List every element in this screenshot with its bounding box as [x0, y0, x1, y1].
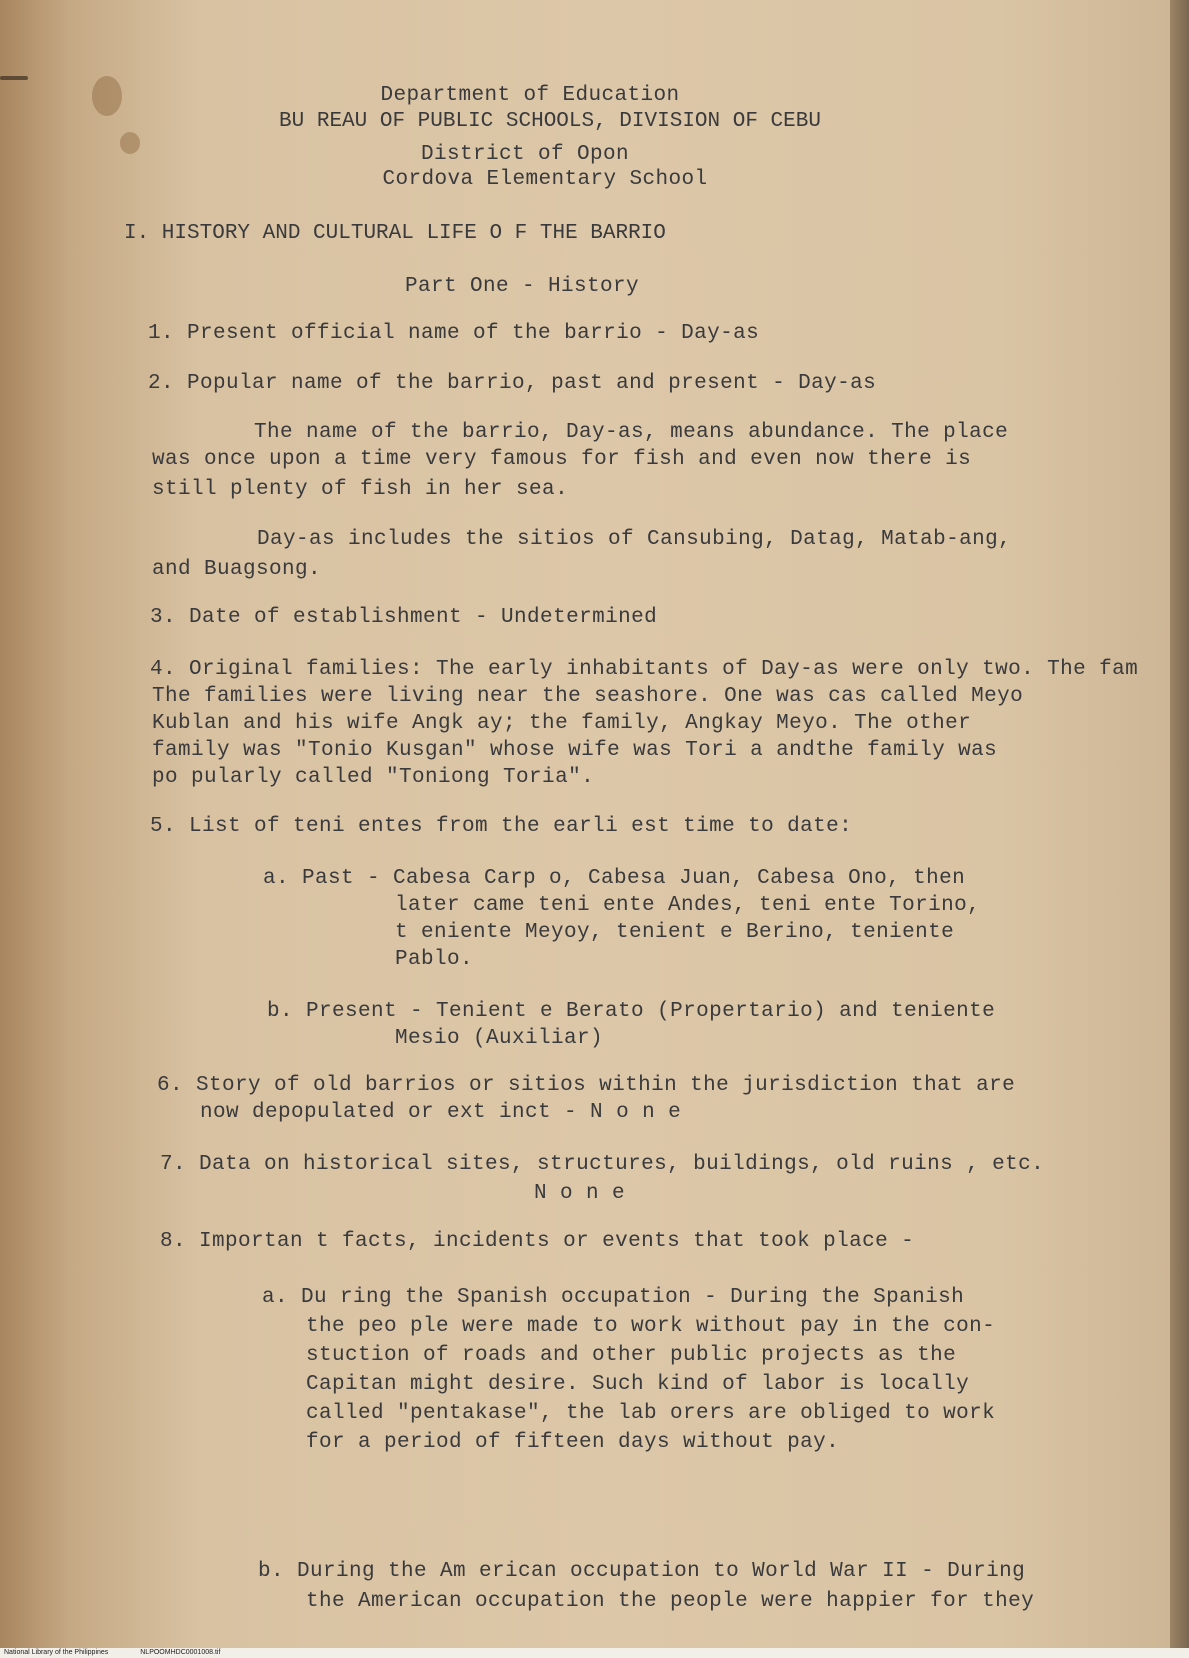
item-6: 6. Story of old barrios or sitios within the jurisdiction that are [157, 1074, 1016, 1097]
list-item: b. During the Am erican occupation to World War II - During [258, 1560, 1026, 1583]
section-title: I. HISTORY AND CULTURAL LIFE O F THE BARRIO [124, 222, 666, 245]
stain-mark [120, 132, 140, 154]
item-3: 3. Date of establishment - Undetermined [150, 606, 658, 629]
item-1: 1. Present official name of the barrio - Day-as [148, 322, 760, 345]
paragraph-line: still plenty of fish in her sea. [152, 478, 569, 501]
paragraph-line: now depopulated or ext inct - N o n e [200, 1101, 682, 1124]
stain-mark [0, 76, 28, 80]
list-item: Mesio (Auxiliar) [395, 1027, 604, 1050]
part-title: Part One - History [405, 275, 640, 298]
header-bureau: BU REAU OF PUBLIC SCHOOLS, DIVISION OF CEBU [279, 110, 821, 133]
list-item: stuction of roads and other public projects as the [306, 1344, 957, 1367]
footer-file: NLPOOMHDC0001008.tif [140, 1649, 221, 1656]
item-7: 7. Data on historical sites, structures, buildings, old ruins , etc. [160, 1153, 1045, 1176]
list-item: Capitan might desire. Such kind of labor is locally [306, 1373, 970, 1396]
stain-mark [92, 76, 122, 116]
list-item: later came teni ente Andes, teni ente Torino, [395, 894, 981, 917]
paragraph-line: po pularly called "Toniong Toria". [152, 766, 595, 789]
list-item: the peo ple were made to work without pay in the con- [306, 1315, 996, 1338]
list-item: called "pentakase", the lab orers are obliged to work [306, 1402, 996, 1425]
list-item: for a period of fifteen days without pay. [306, 1431, 840, 1454]
paragraph-line: and Buagsong. [152, 558, 322, 581]
header-district: District of Opon [420, 143, 630, 166]
scan-footer [0, 1648, 1189, 1658]
list-item: the American occupation the people were happier for they [306, 1590, 1035, 1613]
item-5: 5. List of teni entes from the earli est time to date: [150, 815, 853, 838]
paragraph-line: Day-as includes the sitios of Cansubing, Datag, Matab-ang, [257, 528, 1012, 551]
paragraph-line: Kublan and his wife Angk ay; the family, Angkay Meyo. The other [152, 712, 972, 735]
item-8: 8. Importan t facts, incidents or events that took place - [160, 1230, 915, 1253]
list-item: a. Du ring the Spanish occupation - During the Spanish [262, 1286, 965, 1309]
list-item: a. Past - Cabesa Carp o, Cabesa Juan, Cabesa Ono, then [263, 867, 966, 890]
footer-library: National Library of the Philippines [4, 1649, 109, 1656]
page-edge [1170, 0, 1189, 1658]
paragraph-line: The families were living near the seashore. One was cas called Meyo [152, 685, 1024, 708]
paragraph-line: The name of the barrio, Day-as, means abundance. The place [254, 421, 1009, 444]
item-2: 2. Popular name of the barrio, past and present - Day-as [148, 372, 877, 395]
paragraph-line: family was "Tonio Kusgan" whose wife was Tori a andthe family was [152, 739, 998, 762]
paragraph-line: was once upon a time very famous for fish and even now there is [152, 448, 972, 471]
item-4: 4. Original families: The early inhabitants of Day-as were only two. The fam [150, 658, 1139, 681]
list-item: b. Present - Tenient e Berato (Propertario) and teniente [267, 1000, 996, 1023]
item-7-answer: N o n e [534, 1182, 626, 1205]
header-school: Cordova Elementary School [382, 168, 708, 191]
header-department: Department of Education [380, 84, 680, 107]
list-item: Pablo. [395, 948, 474, 971]
list-item: t eniente Meyoy, tenient e Berino, teniente [395, 921, 955, 944]
